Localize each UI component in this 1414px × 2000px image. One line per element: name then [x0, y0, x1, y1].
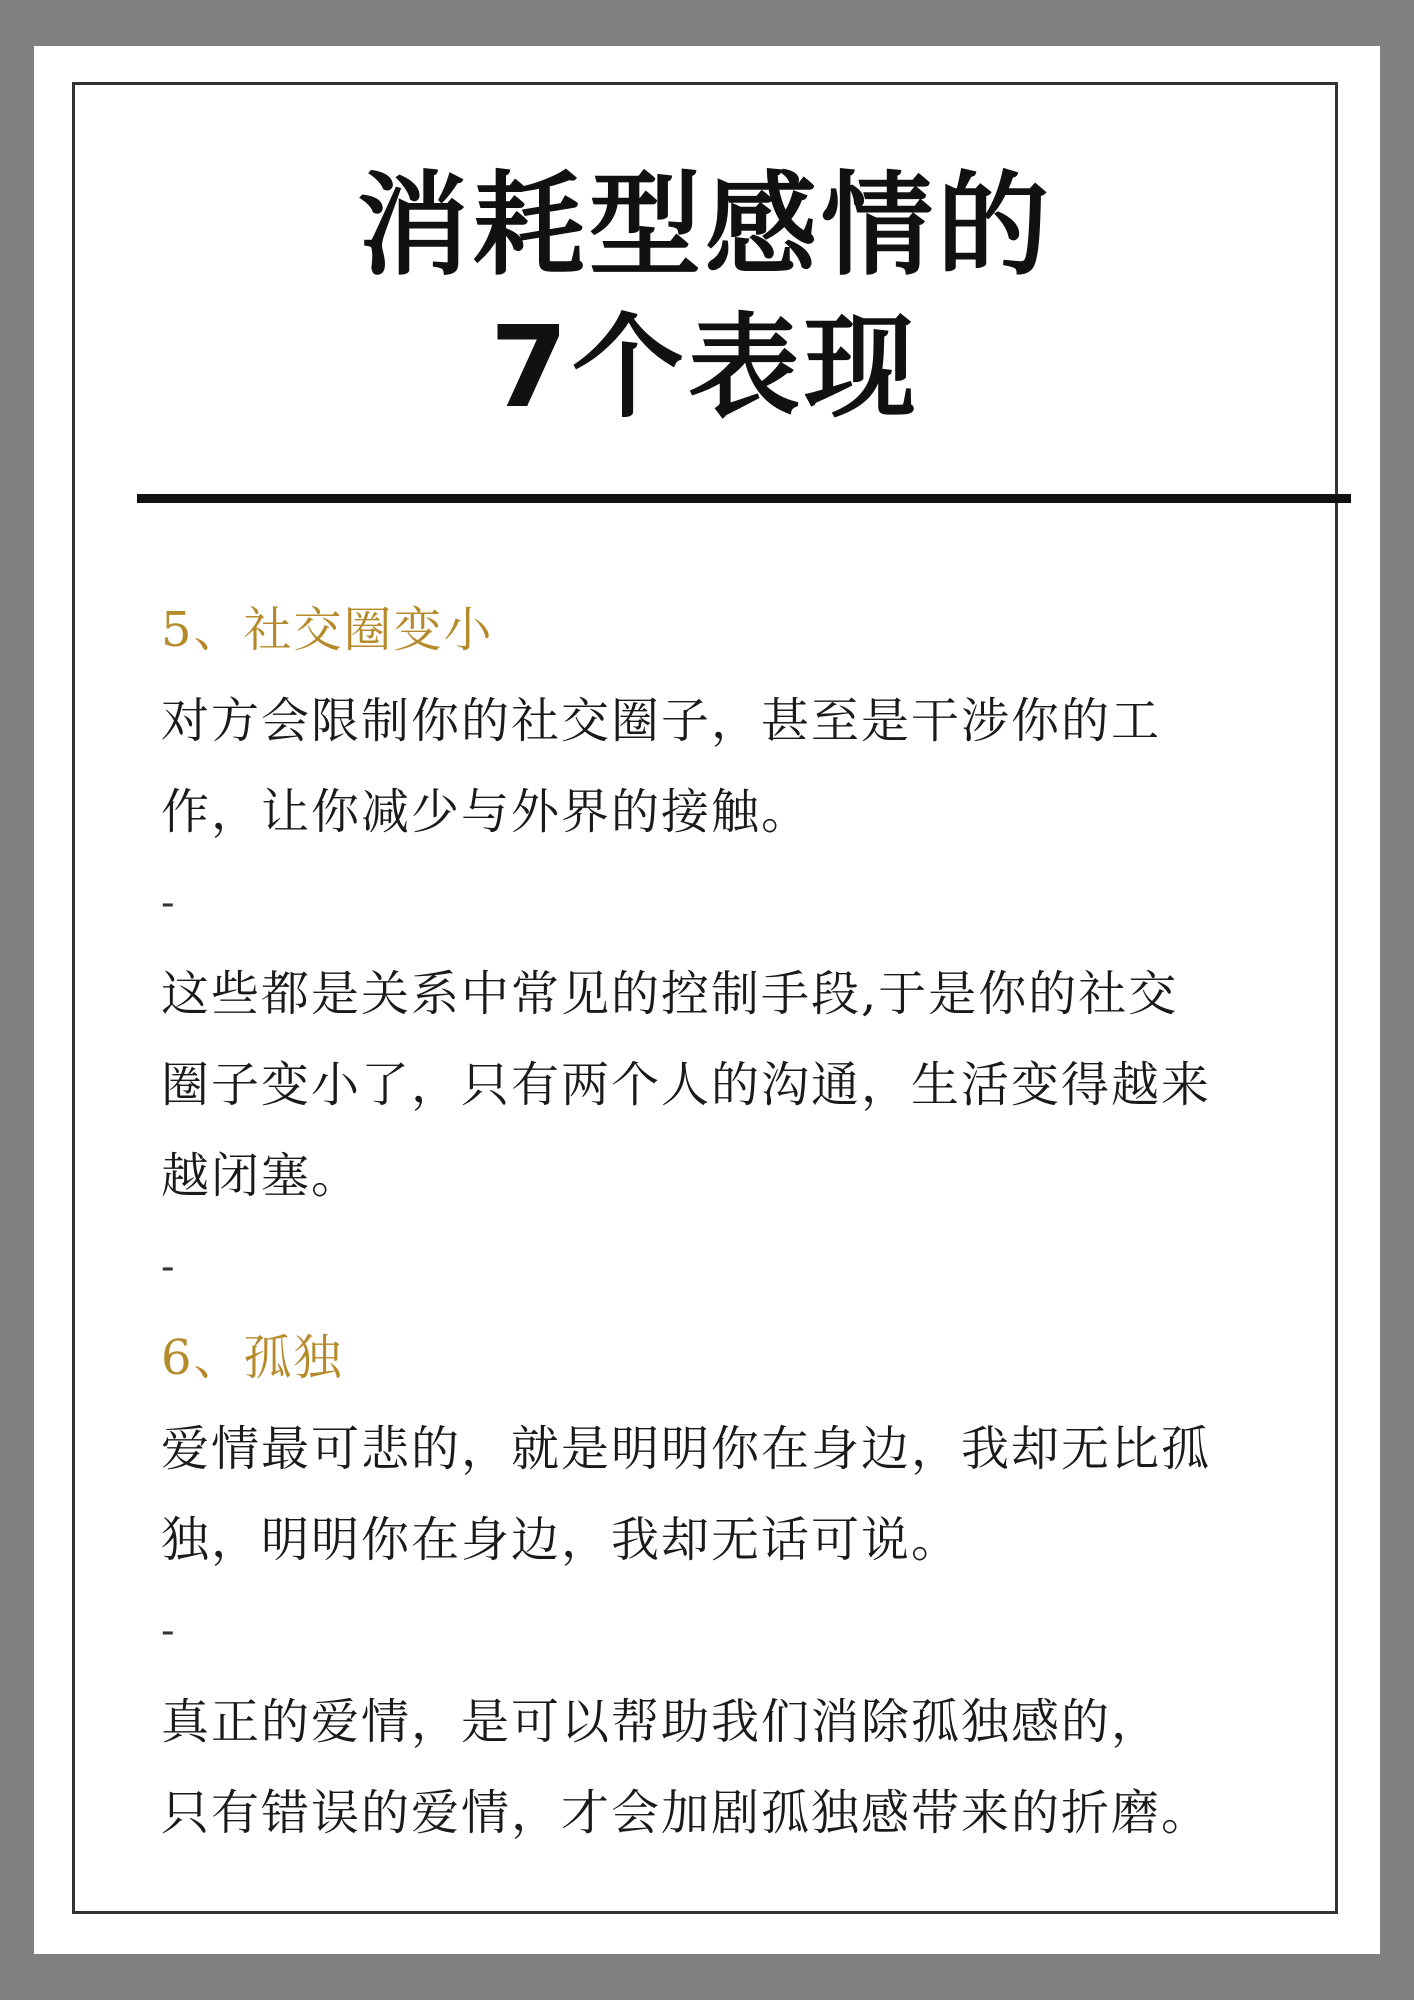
section-5-para-2-line-1: 这些都是关系中常见的控制手段,于是你的社交: [161, 966, 1179, 1022]
section-5-para-2-line-3: 越闭塞。: [161, 1148, 362, 1204]
section-5-para-2-line-2: 圈子变小了，只有两个人的沟通，生活变得越来: [161, 1057, 1212, 1113]
section-5-para-1-line-2: 作，让你减少与外界的接触。: [161, 784, 812, 840]
title-line-2: 7个表现: [490, 303, 920, 433]
section-5-para-1-line-1: 对方会限制你的社交圈子，甚至是干涉你的工: [161, 693, 1162, 749]
section-6-para-2-line-1: 真正的爱情，是可以帮助我们消除孤独感的，: [161, 1694, 1162, 1750]
separator-dash: -: [161, 880, 177, 926]
title-divider: [137, 494, 1351, 503]
separator-dash: -: [161, 1608, 177, 1654]
title-line-1: 消耗型感情的: [357, 161, 1053, 291]
separator-dash: -: [161, 1244, 177, 1290]
section-5-heading: 5、社交圈变小: [161, 602, 494, 658]
page-title: [75, 155, 1335, 439]
section-6-para-1-line-2: 独，明明你在身边，我却无话可说。: [161, 1512, 962, 1568]
section-6-heading: 6、孤独: [161, 1330, 344, 1386]
card-frame: [72, 82, 1338, 1914]
section-6-para-1-line-1: 爱情最可悲的，就是明明你在身边，我却无比孤: [161, 1421, 1212, 1477]
section-6-para-2-line-2: 只有错误的爱情，才会加剧孤独感带来的折磨。: [161, 1785, 1212, 1841]
article-body: [161, 585, 1351, 1859]
card: [34, 46, 1380, 1954]
